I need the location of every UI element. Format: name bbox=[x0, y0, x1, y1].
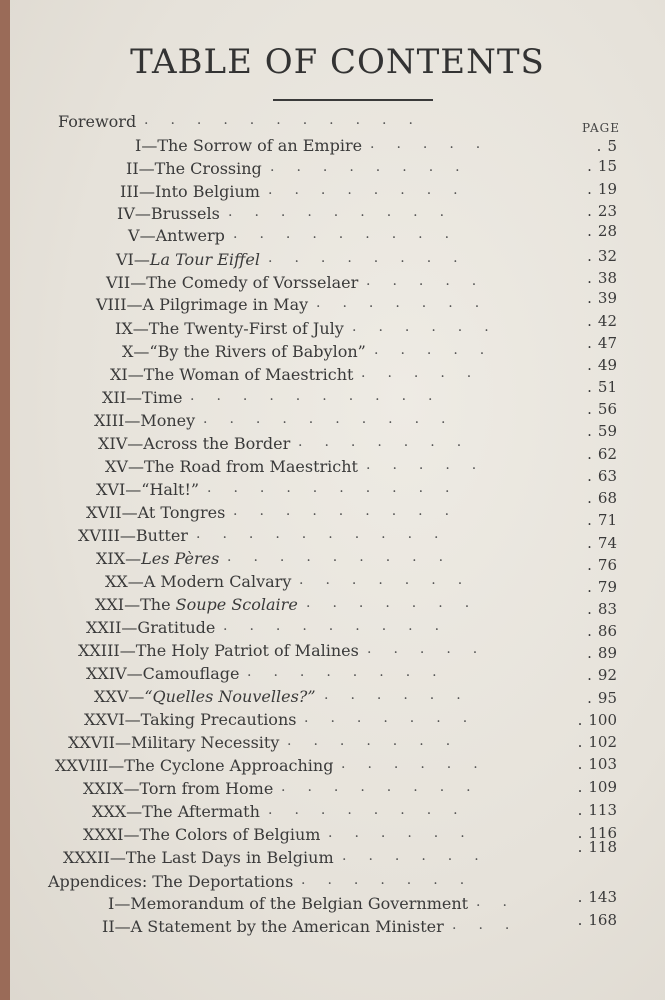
page-number-value: 95 bbox=[597, 689, 617, 707]
page-number-dot: . bbox=[577, 824, 583, 842]
chapter-number: XXXI bbox=[83, 825, 124, 844]
dot-leader: .......... bbox=[207, 480, 472, 496]
page-number-value: 42 bbox=[597, 312, 617, 330]
chapter-separator: — bbox=[114, 917, 131, 936]
dot-leader: ....... bbox=[299, 572, 485, 588]
page-number-row bbox=[10, 354, 665, 376]
chapter-title: A Statement by the American Minister bbox=[130, 917, 444, 936]
chapter-number: XVIII bbox=[78, 526, 120, 545]
chapter-separator: — bbox=[123, 825, 140, 844]
chapter-title: The Aftermath bbox=[142, 802, 260, 821]
page-number-dot: . bbox=[577, 733, 583, 751]
chapter-number: V bbox=[128, 226, 140, 245]
page-number-row bbox=[10, 487, 665, 509]
page-number-row bbox=[10, 753, 665, 775]
dot-leader: ......... bbox=[227, 549, 466, 565]
dot-leader: ...... bbox=[352, 319, 511, 335]
chapter-title: The Comedy of Vorsselaer bbox=[146, 273, 359, 292]
dot-leader: ....... bbox=[298, 434, 484, 450]
chapter-number: III bbox=[120, 182, 139, 201]
chapter-number: XXVI bbox=[84, 710, 125, 729]
page-number-value: 71 bbox=[597, 511, 617, 529]
page-number-row bbox=[10, 200, 665, 222]
chapter-number: II bbox=[126, 159, 139, 178]
page-number-dot: . bbox=[577, 888, 583, 906]
chapter-separator: — bbox=[125, 480, 142, 499]
chapter-separator: — bbox=[133, 250, 150, 269]
page-number bbox=[587, 465, 617, 487]
page-number-value: 32 bbox=[597, 247, 617, 265]
chapter-separator: — bbox=[127, 457, 144, 476]
page-number-dot: . bbox=[587, 534, 592, 552]
page-number bbox=[587, 642, 617, 664]
page-number bbox=[587, 532, 617, 554]
dot-leader: ........ bbox=[247, 664, 459, 680]
chapter-number: XXVII bbox=[68, 733, 115, 752]
chapter-number: XIII bbox=[94, 411, 125, 430]
page-number-dot: . bbox=[587, 666, 592, 684]
chapter-separator: — bbox=[126, 802, 143, 821]
page-number bbox=[587, 155, 617, 177]
page-column-label: PAGE bbox=[582, 121, 620, 135]
page-number bbox=[587, 420, 617, 442]
chapter-title: Antwerp bbox=[155, 226, 225, 245]
page-number bbox=[587, 178, 617, 200]
page-number-value: 19 bbox=[597, 180, 617, 198]
page-number-dot: . bbox=[587, 644, 592, 662]
dot-leader: ..... bbox=[370, 136, 503, 152]
chapter-separator: — bbox=[114, 894, 131, 913]
page-number bbox=[587, 287, 617, 309]
page-number-value: 168 bbox=[588, 911, 617, 929]
page-number-row bbox=[10, 376, 665, 398]
chapter-number: II bbox=[102, 917, 115, 936]
chapter-number: XX bbox=[105, 572, 128, 591]
dot-leader: ........ bbox=[268, 802, 480, 818]
chapter-number: XXII bbox=[86, 618, 122, 637]
chapter-number: VIII bbox=[96, 295, 127, 314]
page-number-dot: . bbox=[587, 356, 592, 374]
dot-leader: .. bbox=[476, 894, 529, 910]
chapter-number: XXIII bbox=[78, 641, 120, 660]
chapter-title-plain: The bbox=[140, 595, 176, 614]
dot-leader: ..... bbox=[367, 641, 500, 657]
chapter-number: XVI bbox=[96, 480, 126, 499]
page-number-dot: . bbox=[577, 801, 583, 819]
page-number-dot: . bbox=[587, 578, 592, 596]
page-number bbox=[578, 836, 617, 858]
page-number-value: 102 bbox=[588, 733, 617, 751]
chapter-number: XXIX bbox=[83, 779, 124, 798]
chapter-title: At Tongres bbox=[137, 503, 226, 522]
chapter-title: Camouflage bbox=[142, 664, 240, 683]
chapter-separator: — bbox=[138, 159, 155, 178]
page-number bbox=[578, 886, 617, 908]
page-number-row bbox=[10, 664, 665, 686]
page-number-dot: . bbox=[587, 180, 592, 198]
chapter-title: “Halt!” bbox=[141, 480, 200, 499]
dot-leader: ........ bbox=[268, 182, 480, 198]
chapter-separator: — bbox=[132, 319, 149, 338]
page-number-value: 79 bbox=[597, 578, 617, 596]
page-number-dot: . bbox=[577, 911, 583, 929]
page-number-value: 83 bbox=[597, 600, 617, 618]
chapter-title: The Sorrow of an Empire bbox=[157, 136, 363, 155]
chapter-separator: — bbox=[138, 182, 155, 201]
chapter-title: The Last Days in Belgium bbox=[125, 848, 334, 867]
chapter-title: The Crossing bbox=[154, 159, 262, 178]
page-number-row bbox=[10, 135, 665, 157]
chapter-title: Gratitude bbox=[137, 618, 216, 637]
page-number-value: 47 bbox=[597, 334, 617, 352]
page-number-row bbox=[10, 687, 665, 709]
page-number-dot: . bbox=[587, 422, 592, 440]
page-number-row bbox=[10, 598, 665, 620]
chapter-number: XV bbox=[105, 457, 128, 476]
dot-leader: ........ bbox=[270, 159, 482, 175]
dot-leader: ........ bbox=[281, 779, 493, 795]
chapter-separator: — bbox=[127, 434, 144, 453]
page-number bbox=[587, 220, 617, 242]
chapter-title: Military Necessity bbox=[130, 733, 280, 752]
page-number-row bbox=[10, 799, 665, 821]
chapter-number: XVII bbox=[86, 503, 122, 522]
chapter-separator: — bbox=[127, 572, 144, 591]
dot-leader: ....... bbox=[316, 295, 502, 311]
chapter-separator: — bbox=[109, 848, 126, 867]
page-number-row bbox=[10, 398, 665, 420]
page-number-value: 56 bbox=[597, 400, 617, 418]
dot-leader: ......... bbox=[233, 226, 472, 242]
chapter-separator: — bbox=[119, 526, 136, 545]
page-number-dot: . bbox=[587, 689, 592, 707]
dot-leader: ..... bbox=[366, 457, 499, 473]
chapter-number: IX bbox=[115, 319, 133, 338]
page-number-dot: . bbox=[587, 556, 592, 574]
page-number-value: 23 bbox=[597, 202, 617, 220]
page-number-dot: . bbox=[587, 445, 592, 463]
page-number-dot: . bbox=[577, 711, 583, 729]
page-number-value: 59 bbox=[597, 422, 617, 440]
page-number-row bbox=[10, 642, 665, 664]
chapter-number: XXIV bbox=[86, 664, 127, 683]
page-number bbox=[587, 376, 617, 398]
page-number-value: 28 bbox=[597, 222, 617, 240]
page-number bbox=[578, 753, 617, 775]
chapter-separator: — bbox=[123, 779, 140, 798]
chapter-separator: — bbox=[121, 618, 138, 637]
page-number-value: 116 bbox=[588, 824, 617, 842]
page-number-dot: . bbox=[577, 778, 583, 796]
chapter-number: XIV bbox=[98, 434, 128, 453]
page-number-row bbox=[10, 443, 665, 465]
chapter-separator: — bbox=[125, 549, 142, 568]
page-number-row bbox=[10, 620, 665, 642]
chapter-separator: — bbox=[124, 595, 141, 614]
dot-leader: ...... bbox=[341, 756, 500, 772]
page-number-row bbox=[10, 886, 665, 908]
chapter-title: The Woman of Maestricht bbox=[143, 365, 354, 384]
page-number-dot: . bbox=[587, 467, 592, 485]
page-number-dot: . bbox=[587, 489, 592, 507]
page-number bbox=[578, 731, 617, 753]
chapter-number: I bbox=[135, 136, 142, 155]
page-number bbox=[587, 509, 617, 531]
page-number-value: 143 bbox=[588, 888, 617, 906]
chapter-number: I bbox=[108, 894, 115, 913]
dot-leader: ....... bbox=[304, 710, 490, 726]
dot-leader: ..... bbox=[374, 342, 507, 358]
page-number-value: 68 bbox=[597, 489, 617, 507]
dot-leader: ........ bbox=[268, 250, 480, 266]
page-number-row bbox=[10, 155, 665, 177]
page-number-row bbox=[10, 576, 665, 598]
chapter-title-italic: Soupe Scolaire bbox=[175, 595, 298, 614]
chapter-title: Time bbox=[142, 388, 183, 407]
toc-entry-title bbox=[58, 111, 136, 133]
page-number bbox=[578, 799, 617, 821]
page-number-dot: . bbox=[587, 247, 592, 265]
page-number bbox=[587, 576, 617, 598]
chapter-number: XXI bbox=[95, 595, 125, 614]
page-number-value: 15 bbox=[597, 157, 617, 175]
page-number-row bbox=[10, 776, 665, 798]
dot-leader: ....... bbox=[306, 595, 492, 611]
page-number-row bbox=[10, 220, 665, 242]
page-number bbox=[587, 664, 617, 686]
page-number-row bbox=[10, 909, 665, 931]
chapter-separator: — bbox=[114, 733, 131, 752]
page-number bbox=[587, 354, 617, 376]
chapter-title: Taking Precautions bbox=[140, 710, 297, 729]
dot-leader: ....... bbox=[301, 872, 487, 888]
page-number-dot: . bbox=[587, 312, 592, 330]
chapter-number: XXVIII bbox=[55, 756, 109, 775]
chapter-title: Torn from Home bbox=[139, 779, 274, 798]
page-number-row bbox=[10, 554, 665, 576]
chapter-number: XII bbox=[102, 388, 127, 407]
dot-leader: ... bbox=[452, 917, 532, 933]
page-number-value: 76 bbox=[597, 556, 617, 574]
chapter-number: XIX bbox=[96, 549, 126, 568]
chapter-separator: — bbox=[127, 365, 144, 384]
page-number-row bbox=[10, 332, 665, 354]
chapter-title: Across the Border bbox=[143, 434, 291, 453]
page-number-value: 51 bbox=[597, 378, 617, 396]
chapter-title: Into Belgium bbox=[154, 182, 260, 201]
dot-leader: .......... bbox=[190, 388, 455, 404]
table-of-contents bbox=[10, 0, 665, 1000]
page-number-value: 49 bbox=[597, 356, 617, 374]
dot-leader: ......... bbox=[223, 618, 462, 634]
page-number-value: 118 bbox=[588, 838, 617, 856]
page-number bbox=[587, 332, 617, 354]
page-number-value: 109 bbox=[588, 778, 617, 796]
page-number-dot: . bbox=[587, 511, 592, 529]
page-number-dot: . bbox=[577, 755, 583, 773]
page-number bbox=[587, 620, 617, 642]
page-number bbox=[587, 267, 617, 289]
chapter-separator: — bbox=[128, 687, 145, 706]
page-number-dot: . bbox=[577, 838, 583, 856]
dot-leader: ...... bbox=[328, 825, 487, 841]
chapter-title: “By the Rivers of Babylon” bbox=[149, 342, 366, 361]
page-number bbox=[578, 909, 617, 931]
dot-leader: ...... bbox=[324, 687, 483, 703]
chapter-separator: — bbox=[130, 273, 147, 292]
chapter-number: XI bbox=[110, 365, 128, 384]
page-number-dot: . bbox=[587, 600, 592, 618]
page-number-dot: . bbox=[587, 269, 592, 287]
page-number-dot: . bbox=[587, 378, 592, 396]
chapter-separator: — bbox=[124, 710, 141, 729]
page-number-value: 63 bbox=[597, 467, 617, 485]
dot-leader: .......... bbox=[203, 411, 468, 427]
dot-leader: .......... bbox=[196, 526, 461, 542]
page-number-dot: . bbox=[587, 289, 592, 307]
page-number-dot: . bbox=[596, 137, 602, 155]
page-number bbox=[587, 487, 617, 509]
page-number-value: 103 bbox=[588, 755, 617, 773]
chapter-title: The Cyclone Approaching bbox=[124, 756, 334, 775]
book-page bbox=[10, 0, 665, 1000]
chapter-number: VI bbox=[116, 250, 134, 269]
chapter-separator: — bbox=[121, 503, 138, 522]
chapter-title: The Colors of Belgium bbox=[139, 825, 321, 844]
dot-leader: ........... bbox=[144, 112, 435, 128]
page-number-row bbox=[10, 245, 665, 267]
page-number bbox=[578, 776, 617, 798]
page-number-value: 74 bbox=[597, 534, 617, 552]
chapter-number: XXV bbox=[94, 687, 129, 706]
page-number-row bbox=[10, 731, 665, 753]
chapter-separator: — bbox=[126, 295, 143, 314]
chapter-title: Les Pères bbox=[141, 549, 220, 568]
chapter-title: A Modern Calvary bbox=[143, 572, 292, 591]
page-number-row bbox=[10, 267, 665, 289]
chapter-separator: — bbox=[126, 388, 143, 407]
chapter-title: “Quelles Nouvelles?” bbox=[144, 687, 316, 706]
page-number-row bbox=[10, 287, 665, 309]
page-number-dot: . bbox=[587, 157, 592, 175]
chapter-number: VII bbox=[106, 273, 131, 292]
chapter-number: XXXII bbox=[63, 848, 110, 867]
chapter-separator: — bbox=[126, 664, 143, 683]
page-number-value: 38 bbox=[597, 269, 617, 287]
page-number bbox=[587, 598, 617, 620]
page-number-value: 39 bbox=[597, 289, 617, 307]
chapter-title: Butter bbox=[135, 526, 188, 545]
chapter-title: Brussels bbox=[150, 204, 220, 223]
page-number bbox=[578, 709, 617, 731]
chapter-title: The Holy Patriot of Malines bbox=[135, 641, 359, 660]
page-number bbox=[587, 245, 617, 267]
chapter-number: X bbox=[122, 342, 134, 361]
page-number bbox=[597, 135, 617, 157]
page-number bbox=[587, 200, 617, 222]
page-number bbox=[587, 398, 617, 420]
dot-leader: ......... bbox=[233, 503, 472, 519]
page-number-value: 89 bbox=[597, 644, 617, 662]
dot-leader: ..... bbox=[366, 273, 499, 289]
page-number-row bbox=[10, 532, 665, 554]
dot-leader: ...... bbox=[342, 848, 501, 864]
page-number-row bbox=[10, 509, 665, 531]
chapter-title: Foreword bbox=[58, 112, 137, 131]
page-number-row bbox=[10, 709, 665, 731]
page-number-row bbox=[10, 836, 665, 858]
page-number-dot: . bbox=[587, 334, 592, 352]
chapter-title: Memorandum of the Belgian Government bbox=[130, 894, 469, 913]
page-number bbox=[587, 443, 617, 465]
page-number-dot: . bbox=[587, 202, 592, 220]
page-number-value: 100 bbox=[588, 711, 617, 729]
chapter-title: The Twenty-First of July bbox=[148, 319, 344, 338]
dot-leader: ......... bbox=[228, 204, 467, 220]
page-number-dot: . bbox=[587, 622, 592, 640]
toc-entry bbox=[10, 111, 665, 133]
chapter-separator: — bbox=[108, 756, 125, 775]
page-number bbox=[587, 310, 617, 332]
page-number bbox=[587, 554, 617, 576]
chapter-separator: — bbox=[139, 226, 156, 245]
chapter-number: XXX bbox=[92, 802, 127, 821]
dot-leader: ..... bbox=[361, 365, 494, 381]
page-number-value: 113 bbox=[588, 801, 617, 819]
chapter-separator: — bbox=[134, 204, 151, 223]
dot-leader: ....... bbox=[287, 733, 473, 749]
page-number-row bbox=[10, 420, 665, 442]
chapter-separator: — bbox=[133, 342, 150, 361]
page-number bbox=[587, 687, 617, 709]
page-number-value: 92 bbox=[597, 666, 617, 684]
chapter-title: Money bbox=[140, 411, 196, 430]
chapter-title: La Tour Eiffel bbox=[149, 250, 260, 269]
chapter-separator: — bbox=[119, 641, 136, 660]
page-number-dot: . bbox=[587, 400, 592, 418]
chapter-separator: — bbox=[124, 411, 141, 430]
page-number-value: 86 bbox=[597, 622, 617, 640]
page-number-value: 5 bbox=[607, 137, 617, 155]
page-number-row bbox=[10, 178, 665, 200]
page-number-dot: . bbox=[587, 222, 592, 240]
chapter-title: A Pilgrimage in May bbox=[142, 295, 309, 314]
chapter-separator: — bbox=[141, 136, 158, 155]
page-title: TABLE OF CONTENTS bbox=[130, 42, 545, 82]
page-number-row bbox=[10, 465, 665, 487]
page-number-value: 62 bbox=[597, 445, 617, 463]
chapter-title: The Road from Maestricht bbox=[143, 457, 358, 476]
chapter-number: IV bbox=[117, 204, 135, 223]
chapter-title: Appendices: The Deportations bbox=[48, 872, 294, 891]
page-number-row bbox=[10, 310, 665, 332]
